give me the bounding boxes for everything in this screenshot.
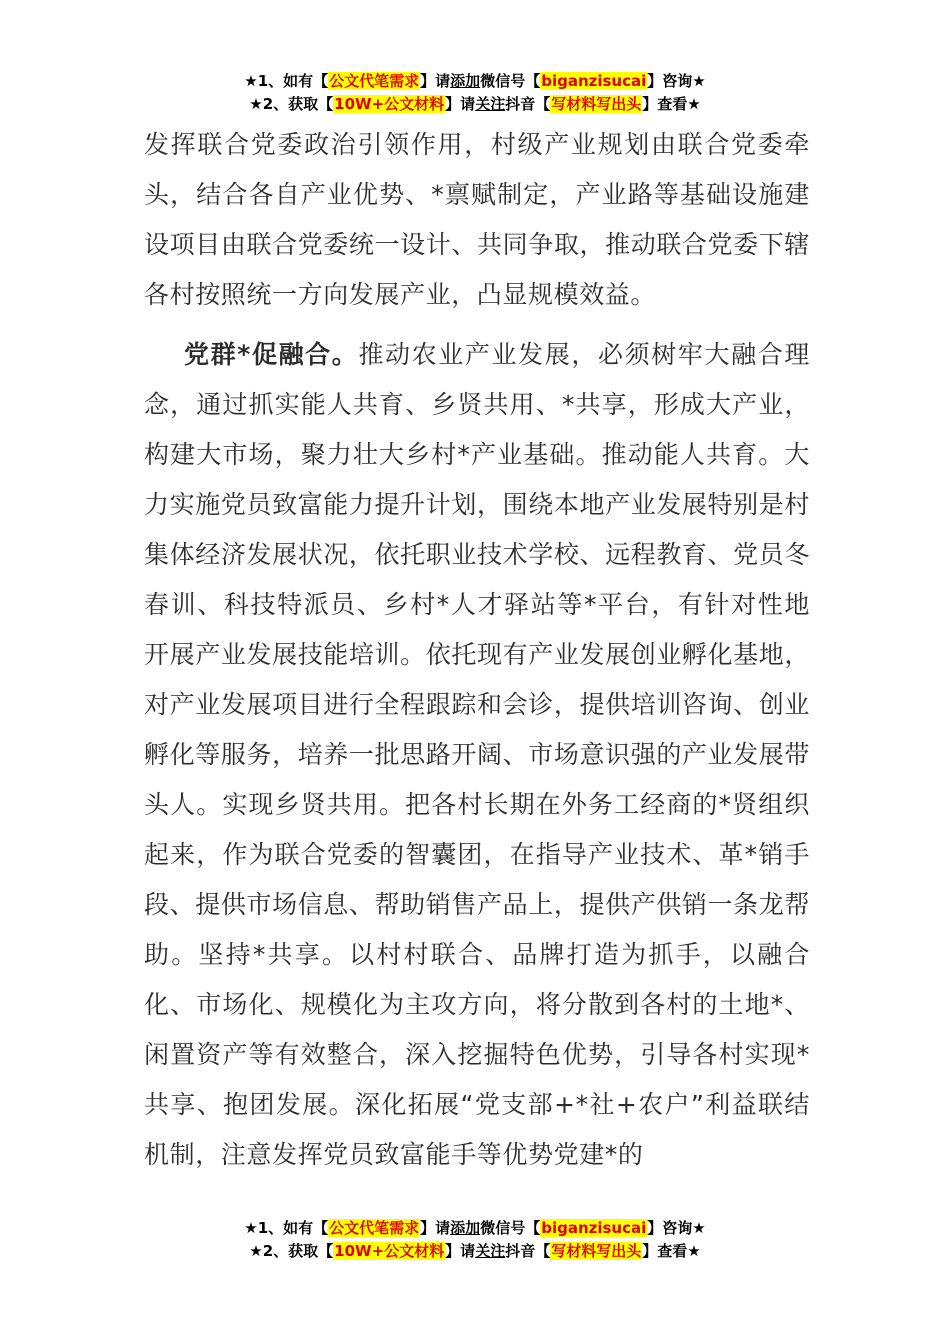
promo-text: 1、如有【 [257, 72, 329, 90]
highlight-wechat-id: biganzisucai [541, 1219, 647, 1237]
star-icon: ★ [692, 72, 706, 90]
star-icon: ★ [687, 1242, 701, 1260]
highlight-douyin-account: 写材料写出头 [551, 95, 642, 113]
promo-line-1 [0, 1217, 950, 1240]
promo-text: 2、获取【 [262, 1242, 334, 1260]
underlined-text: 添加 [450, 1219, 481, 1237]
promo-text: 2、获取【 [262, 95, 334, 113]
star-icon: ★ [687, 95, 701, 113]
paragraph-2 [144, 330, 810, 1180]
promo-text: 】查看 [642, 95, 688, 113]
underlined-text: 添加 [450, 72, 481, 90]
document-body [144, 120, 810, 1180]
promo-text: 微信号【 [480, 72, 541, 90]
highlight-service: 公文代笔需求 [329, 72, 420, 90]
promo-line-2 [0, 1240, 950, 1263]
star-icon: ★ [249, 95, 263, 113]
star-icon: ★ [244, 72, 258, 90]
star-icon: ★ [249, 1242, 263, 1260]
promo-text: 】查看 [642, 1242, 688, 1260]
star-icon: ★ [692, 1219, 706, 1237]
promo-banner-top [0, 70, 950, 116]
promo-text: 】请 [420, 1219, 451, 1237]
highlight-materials: 10W+公文材料 [334, 95, 445, 113]
promo-text: 】咨询 [647, 1219, 693, 1237]
promo-line-1 [0, 70, 950, 93]
promo-text: 】请 [445, 1242, 476, 1260]
underlined-text: 关注 [475, 1242, 506, 1260]
promo-text: 】请 [445, 95, 476, 113]
promo-text: 抖音【 [505, 1242, 551, 1260]
highlight-materials: 10W+公文材料 [334, 1242, 445, 1260]
promo-text: 抖音【 [505, 95, 551, 113]
paragraph-1: 发挥联合党委政治引领作用，村级产业规划由联合党委牵头，结合各自产业优势、*禀赋制定，产业路等基础设施建设项目由联合党委统一设计、共同争取，推动联合党委下辖各村按照统一方向发展产业，凸显规模效益。 [144, 130, 810, 309]
promo-banner-bottom [0, 1217, 950, 1263]
promo-line-2 [0, 93, 950, 116]
promo-text: 】请 [420, 72, 451, 90]
highlight-wechat-id: biganzisucai [541, 72, 647, 90]
highlight-service: 公文代笔需求 [329, 1219, 420, 1237]
promo-text: 微信号【 [480, 1219, 541, 1237]
paragraph-heading: 党群*促融合。 [184, 340, 359, 369]
highlight-douyin-account: 写材料写出头 [551, 1242, 642, 1260]
star-icon: ★ [244, 1219, 258, 1237]
underlined-text: 关注 [475, 95, 506, 113]
paragraph-2-body: 推动农业产业发展，必须树牢大融合理念，通过抓实能人共育、乡贤共用、*共享，形成大产业，构建大市场，聚力壮大乡村*产业基础。推动能人共育。大力实施党员致富能力提升计划，围绕本地产业发展特别是村集体经济发展状况，依托职业技术学校、远程教育、党员冬春训、科技特派员、乡村*人才驿站等*平台，有针对性地开展产业发展技能培训。依托现有产业发展创业孵化基地，对产业发展项目进行全程跟踪和会诊，提供培训咨询、创业孵化等服务，培养一批思路开阔、市场意识强的产业发展带头人。实现乡贤共用。把各村长期在外务工经商的*贤组织起来，作为联合党委的智囊团，在指导产业技术、革*销手段、提供市场信息、帮助销售产品上，提供产供销一条龙帮助。坚持*共享。以村村联合、品牌打造为抓手，以融合化、市场化、规模化为主攻方向，将分散到各村的土地*、闲置资产等有效整合，深入挖掘特色优势，引导各村实现*共享、抱团发展。深化拓展“党支部+*社+农户”利益联结机制，注意发挥党员致富能手等优势党建*的 [144, 340, 810, 1169]
promo-text: 】咨询 [647, 72, 693, 90]
promo-text: 1、如有【 [257, 1219, 329, 1237]
